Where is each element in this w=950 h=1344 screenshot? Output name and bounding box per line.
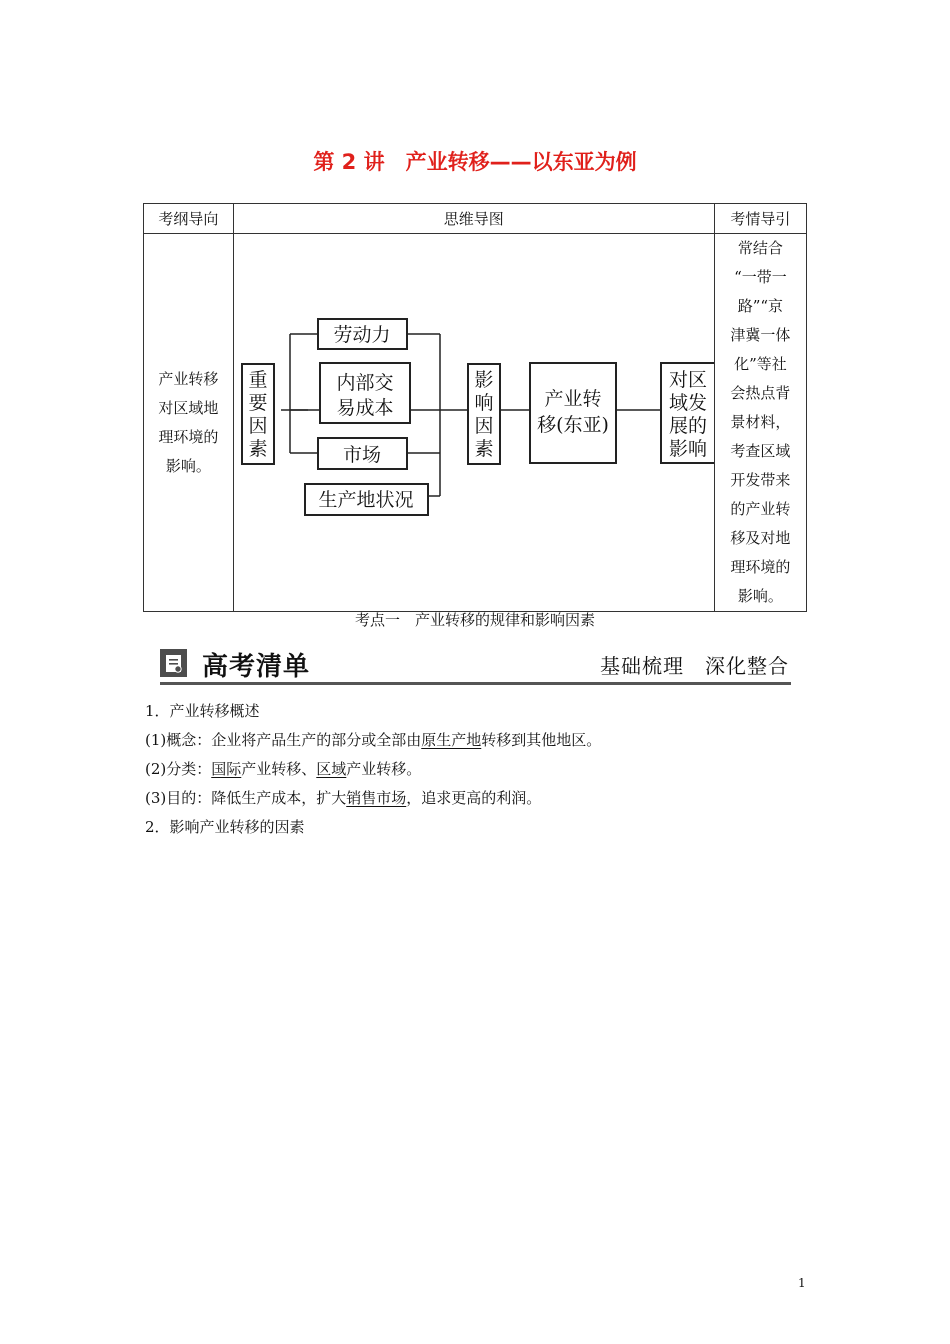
- internal-cost-label: 内部交: [336, 371, 394, 394]
- table-content-row: [144, 234, 807, 612]
- document-icon: [160, 649, 187, 677]
- header-mindmap: 思维导图: [233, 204, 714, 234]
- internal-cost-label: 易成本: [336, 396, 394, 419]
- page-title: 第 2 讲 产业转移——以东亚为例: [313, 150, 637, 174]
- regional-development-label: 展的: [668, 414, 707, 437]
- influence-factors-char: 响: [474, 391, 494, 414]
- important-factors-char: 素: [248, 437, 268, 460]
- syllabus-text: 产业转移 对区域地 理环境的 影响。: [158, 369, 219, 475]
- purpose-line: (3)目的：降低生产成本，扩大销售市场，追求更高的利润。: [145, 789, 542, 807]
- concept-line: (1)概念：企业将产品生产的部分或全部由原生产地转移到其他地区。: [145, 731, 602, 749]
- header-exam-guide: 考情导引: [714, 204, 806, 234]
- exam-guide-cell: [714, 234, 806, 612]
- labor-label: 劳动力: [333, 323, 391, 346]
- answer-blank: 区域: [316, 760, 347, 778]
- mind-map-diagram: [234, 237, 714, 609]
- mindmap-cell: [233, 234, 714, 612]
- syllabus-cell: [144, 234, 234, 612]
- influence-factors-char: 素: [474, 437, 494, 460]
- banner-title: 高考清单: [202, 652, 311, 682]
- answer-blank: 国际: [211, 760, 242, 778]
- classification-line: (2)分类：国际产业转移、区域产业转移。: [145, 760, 422, 778]
- banner-subtitle: 基础梳理 深化整合: [600, 654, 789, 678]
- important-factors-char: 重: [248, 368, 268, 391]
- answer-blank: 原生产地: [421, 731, 482, 749]
- exam-guide-text: 常结合 “一带一 路”“京 津冀一体 化”等社 会热点背 景材料， 考查区域 开发带来 的产业转 移及对地 理环境的 影响。: [730, 239, 791, 605]
- industrial-transfer-box: [530, 363, 616, 463]
- regional-development-label: 域发: [668, 391, 707, 414]
- influence-factors-char: 影: [474, 368, 494, 391]
- header-syllabus: 考纲导向: [144, 204, 234, 234]
- section-caption: 考点一 产业转移的规律和影响因素: [354, 611, 595, 629]
- answer-blank: 销售市场: [346, 789, 407, 807]
- content-body: [145, 697, 601, 842]
- important-factors-char: 要: [248, 391, 268, 414]
- guide-table: [143, 203, 807, 612]
- industrial-transfer-label: 产业转: [544, 387, 602, 410]
- section-heading: 2．影响产业转移的因素: [145, 818, 305, 836]
- influence-factors-char: 因: [474, 414, 494, 437]
- regional-development-label: 影响: [668, 437, 707, 460]
- section-banner: [160, 646, 791, 686]
- important-factors-char: 因: [248, 414, 268, 437]
- regional-development-label: 对区: [668, 368, 707, 391]
- production-site-label: 生产地状况: [318, 488, 414, 511]
- section-heading: 1．产业转移概述: [145, 702, 260, 720]
- market-label: 市场: [342, 443, 381, 466]
- banner-divider: [160, 682, 791, 685]
- table-header-row: [144, 204, 807, 234]
- industrial-transfer-label: 移(东亚): [536, 413, 609, 436]
- page-number: 1: [798, 1276, 806, 1290]
